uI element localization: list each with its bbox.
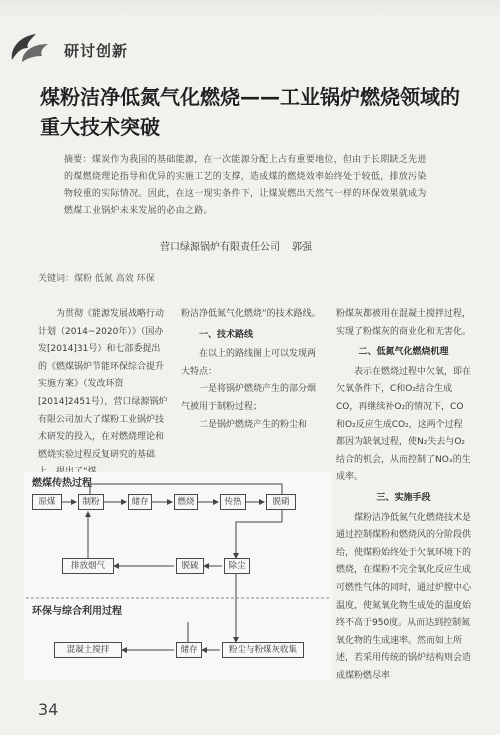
box-dust-removal: 除尘 — [224, 558, 250, 574]
box-pulverize: 制粉 — [78, 494, 104, 510]
box-heat-transfer: 传热 — [220, 494, 246, 510]
article-title: 煤粉洁净低氮气化燃烧——工业锅炉燃烧领域的重大技术突破 — [40, 85, 460, 139]
column-1 — [38, 306, 169, 482]
box-storage: 储存 — [128, 494, 152, 510]
paragraph: 在以上的路线图上可以发现两大特点： — [181, 349, 317, 377]
paragraph: 粉煤灰都被用在混凝土搅拌过程，实现了粉煤灰的商业化和无害化。 — [336, 309, 472, 337]
company-name: 营口绿源锅炉有限责任公司 — [160, 242, 280, 253]
section-heading: 一、技术路线 — [199, 329, 254, 340]
paragraph: 粉洁净低氮气化燃烧”的技术路线。 — [181, 309, 321, 319]
process-flow-diagram — [24, 472, 332, 680]
box-exhaust-gas: 排放烟气 — [62, 558, 114, 574]
box-storage-2: 储存 — [176, 642, 202, 658]
section-label: 研讨创新 — [64, 42, 129, 60]
paragraph: 二是锅炉燃烧产生的粉尘和 — [199, 419, 308, 430]
paragraph: 为贯彻《能源发展战略行动计划（2014~2020年）》（国办发[2014]31号）和七部委提出的《燃煤锅炉节能环保综合提升实施方案》（发改环资[2014]2451号），营口绿源锅炉有限公司加大了煤粉工业锅炉技术研发的投入，在对燃烧理论和燃烧实验过程反复研究的基础 — [38, 309, 168, 460]
section-heading: 三、实施手段 — [376, 492, 431, 503]
page-number: 34 — [38, 700, 59, 719]
abstract: 摘要：煤炭作为我国的基础能源，在一次能源分配上占有重要地位，但由于长期缺乏先进的煤燃烧理论指导和优异的实施工艺的支撑，造成煤的燃烧效率始终处于较低，排放污染物较重的实际情况。因此，在这一现实条件下，让煤炭燃出天然气一样的环保效果就成为燃煤工业锅炉未来发展的必由之路。 — [64, 155, 427, 216]
box-desulfurization: 脱硫 — [176, 558, 204, 574]
keywords: 关键词：煤粉 低氮 高效 环保 — [38, 274, 155, 284]
box-concrete-mixing: 混凝土搅拌 — [54, 642, 122, 658]
box-raw-coal: 原煤 — [32, 494, 62, 510]
author-line — [160, 238, 312, 253]
diagram-title-environmental: 环保与综合利用过程 — [32, 606, 122, 617]
paragraph: 一是将锅炉燃烧产生的部分烟气被用于制粉过程； — [181, 384, 317, 412]
column-3 — [336, 306, 471, 685]
paragraph: 煤粉洁净低氮气化燃烧技术是通过控制煤粉和燃烧风的分阶段供给，使煤粉始终处于欠氧环境下的燃烧，在煤粉不完全氧化反应生成可燃性气体的同时，通过炉膛中心温度，使氮氧化物生成处的温度始终不高于950度。从而达到控制氮氧化物的生成速率。然而如上所述，若采用传统的锅炉结构则会造成煤粉燃尽率 — [336, 512, 472, 681]
top-band — [0, 0, 500, 20]
column-2 — [181, 306, 322, 434]
magazine-logo-icon — [8, 30, 52, 66]
paragraph: 表示在燃烧过程中欠氧，即在欠氧条件下，C和O₂结合生成CO，再继续补O₂的情况下，CO和O₂反应生成CO₂，这两个过程都因为缺氧过程，使N₂失去与O₂结合的机会，从而控制了NOₓ的生成率。 — [336, 366, 472, 483]
section-heading: 二、低氮气化燃烧机理 — [358, 347, 449, 358]
author-name: 郭强 — [292, 242, 312, 253]
box-ash-collection: 粉尘与粉煤灰收集 — [222, 642, 304, 658]
box-combustion: 燃烧 — [174, 494, 198, 510]
box-denitration: 脱硝 — [266, 494, 296, 510]
diagram-title-combustion: 燃煤传热过程 — [32, 478, 92, 489]
